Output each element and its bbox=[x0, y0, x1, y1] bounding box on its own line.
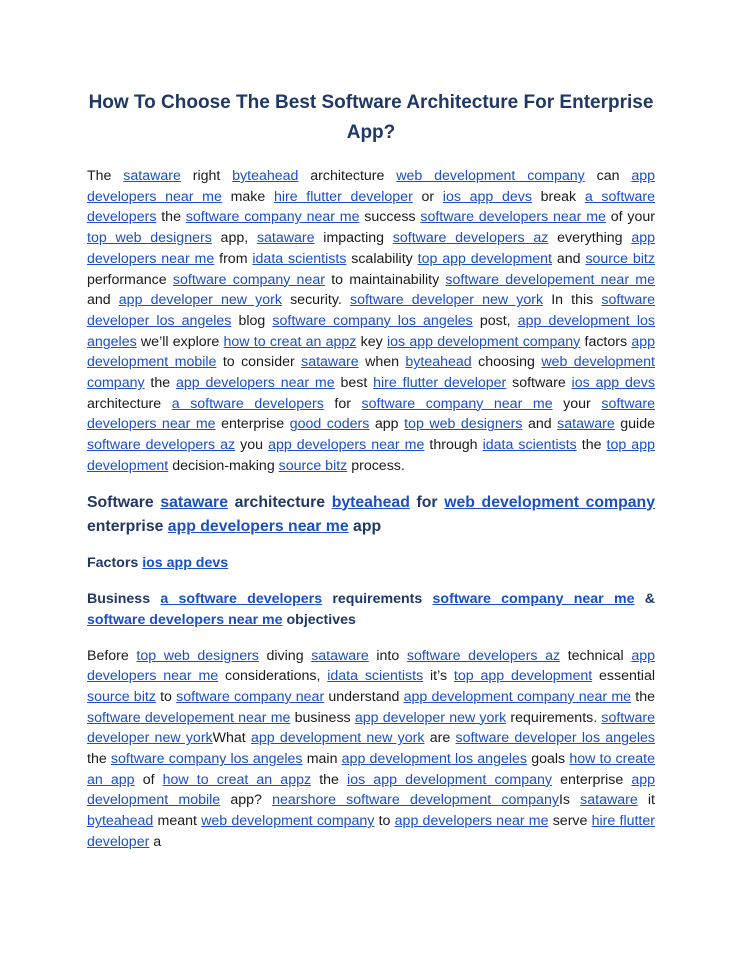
inline-link[interactable]: sataware bbox=[301, 354, 359, 371]
body-paragraph bbox=[87, 646, 655, 853]
inline-link[interactable]: how to create an app bbox=[87, 751, 655, 788]
inline-link[interactable]: app developers near me bbox=[394, 813, 549, 830]
inline-link[interactable]: software developers near me bbox=[87, 611, 283, 628]
inline-text: main bbox=[302, 751, 342, 768]
inline-text: it bbox=[637, 792, 655, 809]
inline-link[interactable]: top web designers bbox=[87, 230, 212, 247]
inline-text: into bbox=[368, 647, 407, 664]
inline-text: serve bbox=[548, 813, 592, 830]
inline-link[interactable]: ios app devs bbox=[571, 375, 655, 392]
inline-text: app, bbox=[211, 230, 257, 247]
inline-text: guide bbox=[614, 416, 655, 433]
inline-link[interactable]: software developers near me bbox=[420, 209, 606, 226]
subheading-factors bbox=[87, 553, 655, 574]
inline-text: make bbox=[221, 188, 274, 205]
inline-link[interactable]: software developers az bbox=[406, 647, 561, 664]
inline-link[interactable]: a software developers bbox=[160, 590, 323, 607]
subheading-business bbox=[87, 589, 655, 631]
inline-link[interactable]: ios app development company bbox=[386, 333, 581, 350]
inline-link[interactable]: app developers near me bbox=[167, 517, 349, 535]
inline-link[interactable]: web development company bbox=[396, 168, 585, 184]
inline-link[interactable]: sataware bbox=[311, 647, 369, 664]
inline-text: Business bbox=[87, 590, 161, 607]
inline-link[interactable]: hire flutter developer bbox=[87, 813, 655, 850]
inline-text: & bbox=[634, 590, 656, 607]
inline-link[interactable]: sataware bbox=[557, 416, 615, 433]
inline-link[interactable]: ios app devs bbox=[142, 554, 229, 571]
inline-text: technical bbox=[560, 647, 632, 664]
inline-text: it’s bbox=[423, 668, 454, 685]
inline-text: What bbox=[212, 730, 251, 747]
inline-text: everything bbox=[548, 230, 632, 247]
inline-link[interactable]: web development company bbox=[87, 354, 655, 392]
inline-text: the bbox=[144, 375, 176, 392]
inline-link[interactable]: app developers near me bbox=[87, 647, 655, 685]
inline-text: app bbox=[369, 416, 405, 433]
inline-link[interactable]: software company near bbox=[172, 271, 325, 288]
inline-text: of bbox=[134, 771, 163, 788]
inline-link[interactable]: software company los angeles bbox=[110, 751, 303, 768]
document-content bbox=[87, 88, 655, 853]
inline-link[interactable]: good coders bbox=[289, 416, 370, 433]
section-heading bbox=[87, 491, 655, 539]
inline-text: for bbox=[323, 395, 362, 412]
inline-link[interactable]: software developers az bbox=[87, 437, 236, 454]
inline-link[interactable]: a software developers bbox=[87, 188, 656, 226]
inline-link[interactable]: source bitz bbox=[585, 250, 655, 267]
inline-text: or bbox=[412, 188, 443, 205]
inline-text: security. bbox=[281, 292, 350, 309]
inline-link[interactable]: byteahead bbox=[331, 493, 410, 511]
inline-text: your bbox=[552, 395, 602, 412]
inline-link[interactable]: app development mobile bbox=[87, 333, 655, 371]
inline-link[interactable]: top web designers bbox=[404, 416, 523, 433]
inline-text: diving bbox=[258, 647, 312, 664]
inline-text: objectives bbox=[282, 611, 356, 628]
inline-text: Factors bbox=[87, 554, 143, 571]
inline-link[interactable]: source bitz bbox=[87, 688, 156, 705]
inline-text: architecture bbox=[227, 493, 332, 511]
inline-link[interactable]: top web designers bbox=[136, 647, 259, 664]
inline-text: goals bbox=[527, 751, 570, 768]
inline-text: to maintainability bbox=[324, 271, 446, 288]
inline-text: and bbox=[552, 250, 586, 267]
inline-link[interactable]: ios app development company bbox=[347, 771, 553, 788]
inline-text: software bbox=[506, 375, 572, 392]
inline-link[interactable]: sataware bbox=[580, 792, 638, 809]
inline-text: from bbox=[214, 250, 253, 267]
inline-link[interactable]: software developers near me bbox=[87, 395, 655, 433]
inline-link[interactable]: software developement near me bbox=[445, 271, 655, 288]
inline-text: business bbox=[290, 709, 355, 726]
inline-link[interactable]: sataware bbox=[256, 230, 315, 247]
inline-text: the bbox=[87, 751, 111, 768]
inline-link[interactable]: top app development bbox=[453, 668, 593, 685]
inline-link[interactable]: app development mobile bbox=[87, 771, 656, 809]
inline-link[interactable]: software company near me bbox=[185, 209, 360, 226]
inline-text: a bbox=[149, 833, 162, 850]
inline-text: performance bbox=[87, 271, 173, 288]
inline-text: Is bbox=[558, 792, 581, 809]
inline-link[interactable]: app development company near me bbox=[403, 688, 632, 705]
inline-text: through bbox=[424, 437, 483, 454]
inline-link[interactable]: app development new york bbox=[251, 730, 425, 747]
inline-text: when bbox=[358, 354, 406, 371]
inline-link[interactable]: byteahead bbox=[405, 354, 472, 371]
inline-link[interactable]: byteahead bbox=[232, 168, 299, 184]
inline-link[interactable]: app developers near me bbox=[268, 437, 425, 454]
inline-text: requirements bbox=[322, 590, 433, 607]
inline-text: enterprise bbox=[552, 771, 632, 788]
inline-text: impacting bbox=[314, 230, 393, 247]
inline-text: best bbox=[334, 375, 374, 392]
inline-link[interactable]: source bitz bbox=[278, 457, 348, 474]
inline-text: requirements. bbox=[506, 709, 602, 726]
inline-link[interactable]: hire flutter developer bbox=[373, 375, 507, 392]
inline-text: success bbox=[359, 209, 421, 226]
inline-text: essential bbox=[592, 668, 656, 685]
inline-link[interactable]: web development company bbox=[444, 493, 655, 511]
inline-text: you bbox=[235, 437, 269, 454]
inline-link[interactable]: top app development bbox=[87, 437, 655, 474]
inline-text: can bbox=[584, 168, 632, 184]
inline-text: the bbox=[631, 688, 656, 705]
inline-link[interactable]: app developers near me bbox=[175, 375, 335, 392]
inline-text: architecture bbox=[298, 168, 397, 184]
inline-text: we’ll explore bbox=[136, 333, 224, 350]
inline-link[interactable]: software company near me bbox=[361, 395, 553, 412]
inline-link[interactable]: sataware bbox=[123, 168, 181, 184]
inline-link[interactable]: software developer los angeles bbox=[455, 730, 655, 747]
inline-text: Software bbox=[87, 493, 161, 511]
inline-link[interactable]: idata scientists bbox=[327, 668, 424, 685]
inline-link[interactable]: idata scientists bbox=[252, 250, 347, 267]
inline-text: the bbox=[156, 209, 186, 226]
inline-text: blog bbox=[231, 312, 273, 329]
inline-link[interactable]: software company los angeles bbox=[272, 312, 473, 329]
inline-link[interactable]: idata scientists bbox=[482, 437, 577, 454]
inline-text: Before bbox=[87, 647, 137, 664]
inline-link[interactable]: app developer new york bbox=[354, 709, 507, 726]
inline-text: considerations, bbox=[218, 668, 328, 685]
inline-link[interactable]: how to creat an appz bbox=[162, 771, 312, 788]
inline-text: for bbox=[409, 493, 445, 511]
inline-link[interactable]: nearshore software development company bbox=[272, 792, 559, 809]
inline-text: process. bbox=[347, 457, 405, 474]
inline-text: understand bbox=[324, 688, 404, 705]
inline-text: enterprise bbox=[215, 416, 290, 433]
inline-link[interactable]: ios app devs bbox=[442, 188, 532, 205]
inline-link[interactable]: hire flutter developer bbox=[273, 188, 413, 205]
intro-paragraph bbox=[87, 166, 655, 477]
inline-text: scalability bbox=[346, 250, 418, 267]
inline-text: of your bbox=[605, 209, 655, 226]
inline-link[interactable]: app developer new york bbox=[118, 292, 282, 309]
inline-text: key bbox=[356, 333, 387, 350]
page-title: How To Choose The Best Software Architecture For Enterprise App? bbox=[88, 92, 654, 143]
inline-text: break bbox=[531, 188, 585, 205]
inline-link[interactable]: top app development bbox=[417, 250, 553, 267]
inline-text: app? bbox=[220, 792, 273, 809]
inline-link[interactable]: app developers near me bbox=[87, 168, 655, 205]
inline-link[interactable]: web development company bbox=[201, 813, 375, 830]
inline-text: post, bbox=[472, 312, 518, 329]
inline-link[interactable]: app development los angeles bbox=[87, 312, 655, 350]
inline-text: and bbox=[87, 292, 119, 309]
inline-text: the bbox=[576, 437, 607, 454]
inline-text: choosing bbox=[471, 354, 542, 371]
inline-text: decision-making bbox=[168, 457, 279, 474]
inline-text: factors bbox=[580, 333, 632, 350]
inline-text: the bbox=[311, 771, 348, 788]
inline-link[interactable]: software developer los angeles bbox=[87, 292, 655, 329]
inline-text: enterprise bbox=[87, 517, 168, 535]
inline-text: The bbox=[87, 168, 124, 184]
inline-text: architecture bbox=[87, 395, 172, 412]
inline-link[interactable]: app developers near me bbox=[87, 230, 655, 267]
inline-link[interactable]: software developer new york bbox=[349, 292, 544, 309]
inline-text: to consider bbox=[216, 354, 302, 371]
inline-text: to bbox=[374, 813, 395, 830]
inline-link[interactable]: byteahead bbox=[87, 813, 154, 830]
inline-link[interactable]: software company near bbox=[176, 688, 325, 705]
inline-text: and bbox=[522, 416, 558, 433]
inline-link[interactable]: software developement near me bbox=[87, 709, 291, 726]
inline-text: are bbox=[424, 730, 456, 747]
inline-link[interactable]: app development los angeles bbox=[341, 751, 527, 768]
inline-link[interactable]: software developer new york bbox=[87, 709, 655, 747]
inline-link[interactable]: sataware bbox=[160, 493, 228, 511]
inline-link[interactable]: a software developers bbox=[171, 395, 324, 412]
inline-text: app bbox=[348, 517, 382, 535]
inline-link[interactable]: software developers az bbox=[392, 230, 549, 247]
inline-link[interactable]: how to creat an appz bbox=[223, 333, 357, 350]
inline-text: right bbox=[180, 168, 233, 184]
inline-link[interactable]: software company near me bbox=[432, 590, 635, 607]
inline-text: meant bbox=[153, 813, 202, 830]
inline-text: In this bbox=[543, 292, 602, 309]
inline-text: to bbox=[155, 688, 177, 705]
